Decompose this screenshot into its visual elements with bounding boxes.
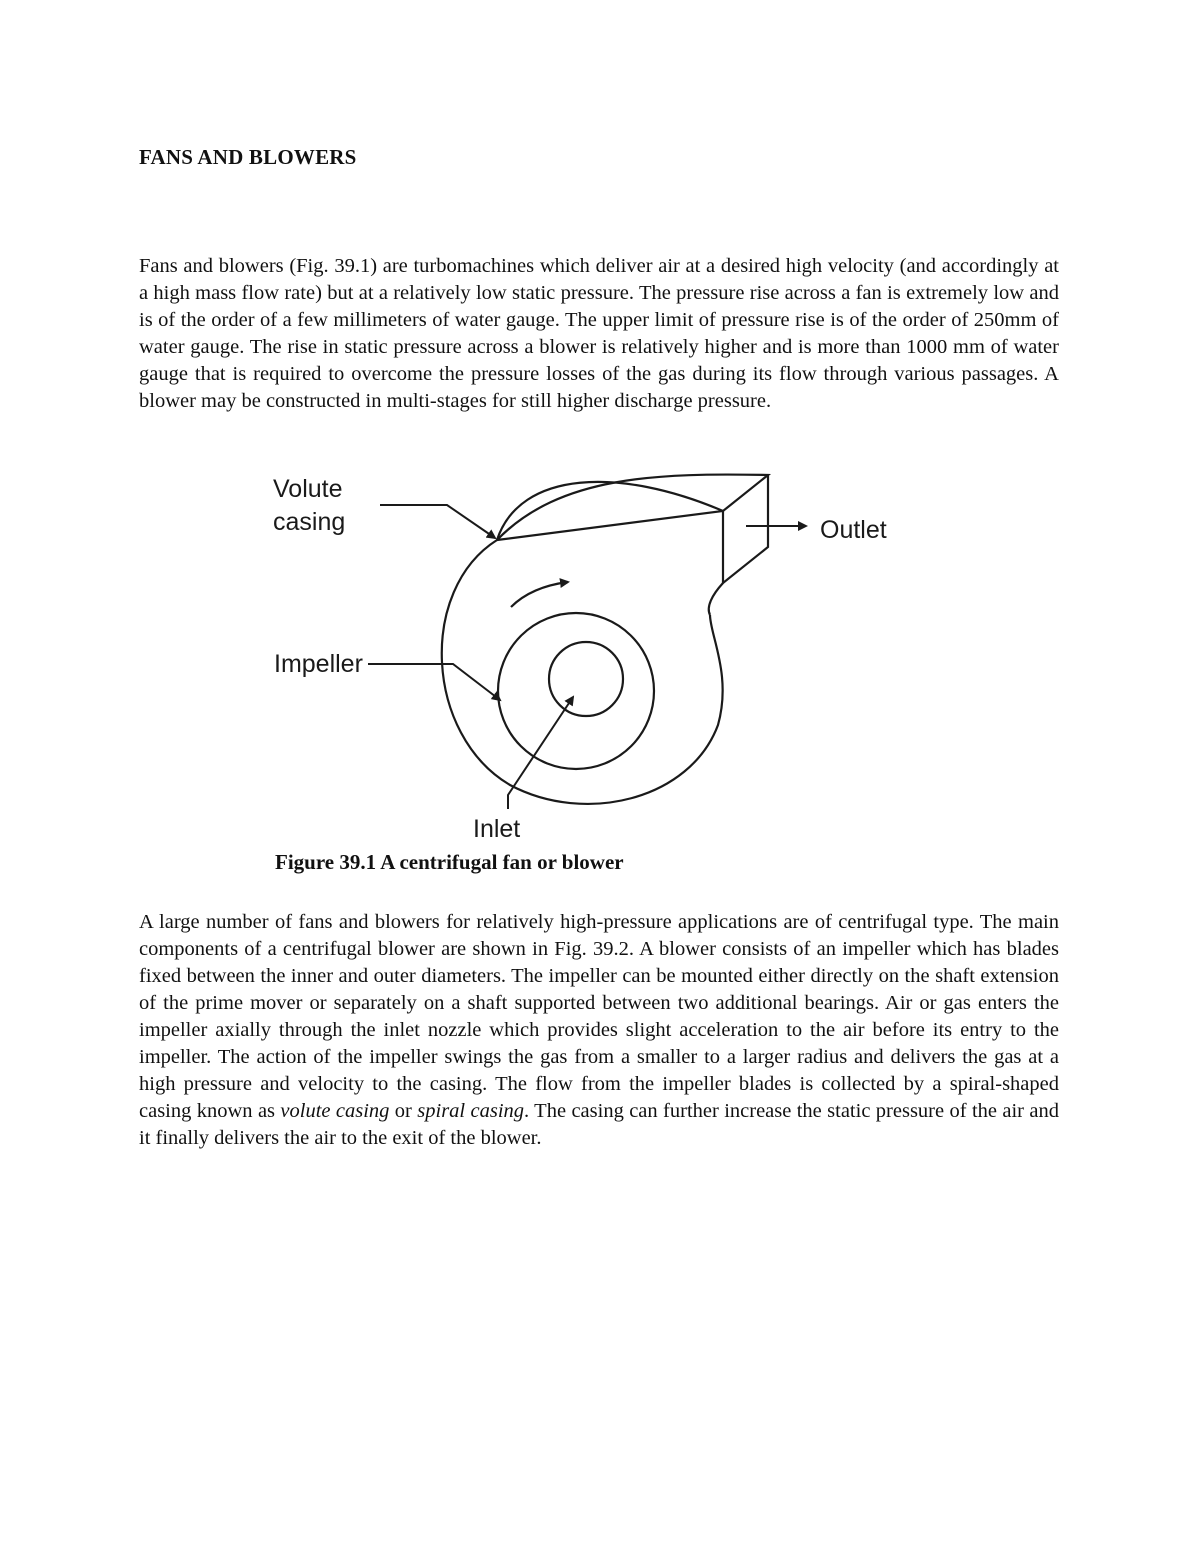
paragraph-text: A large number of fans and blowers for relatively high-pressure applications are of centrifugal type. The main components of a centrifugal blower are shown in Fig. 39.2. A blower consists of an impeller which has blades fixed between the inner and outer diameters. The impeller can be mounted either directly on the shaft extension of the prime mover or separately on a shaft supported between two additional bearings. Air or gas enters the impeller axially through the inlet nozzle which provides slight acceleration to the air before its entry to the impeller. The action of the impeller swings the gas from a smaller to a larger radius and delivers the gas at a high pressure and velocity to the casing. The flow from the impeller blades is collected by a spiral-shaped casing known as	[139, 911, 1059, 1122]
impeller-label: Impeller	[274, 650, 363, 678]
outlet-label: Outlet	[820, 516, 887, 544]
rotation-arrow	[511, 582, 568, 607]
figure-caption: Figure 39.1 A centrifugal fan or blower	[275, 850, 624, 874]
paragraph-text: . The casing can further increase the static pressure of the air and it finally delivers the air to the exit of the blower.	[139, 1100, 1059, 1149]
volute-label-line1: Volute	[273, 475, 343, 503]
volute-label-line2: casing	[273, 508, 346, 536]
inlet-label: Inlet	[473, 815, 521, 843]
paragraph-text: or	[389, 1100, 418, 1122]
term-spiral-casing: spiral casing	[417, 1100, 525, 1122]
inlet-eye-ring	[549, 642, 623, 716]
page-title: FANS AND BLOWERS	[139, 145, 357, 169]
centrifugal-fan-figure	[240, 455, 940, 850]
term-volute-casing: volute casing	[280, 1100, 390, 1122]
volute-leader-arrow	[380, 505, 495, 538]
body-paragraph	[139, 909, 1059, 1152]
impeller-outer-ring	[498, 613, 654, 769]
volute-casing-shape	[442, 475, 768, 804]
inlet-leader-arrow	[508, 697, 573, 809]
impeller-leader-arrow	[368, 664, 500, 700]
intro-paragraph: Fans and blowers (Fig. 39.1) are turbomachines which deliver air at a desired high velocity (and accordingly at a high mass flow rate) but at a relatively low static pressure. The pressure rise across a fan is extremely low and is of the order of a few millimeters of water gauge. The upper limit of pressure rise is of the order of 250mm of water gauge. The rise in static pressure across a blower is relatively higher and is more than 1000 mm of water gauge that is required to overcome the pressure losses of the gas during its flow through various passages. A blower may be constructed in multi-stages for still higher discharge pressure.	[139, 255, 1059, 412]
